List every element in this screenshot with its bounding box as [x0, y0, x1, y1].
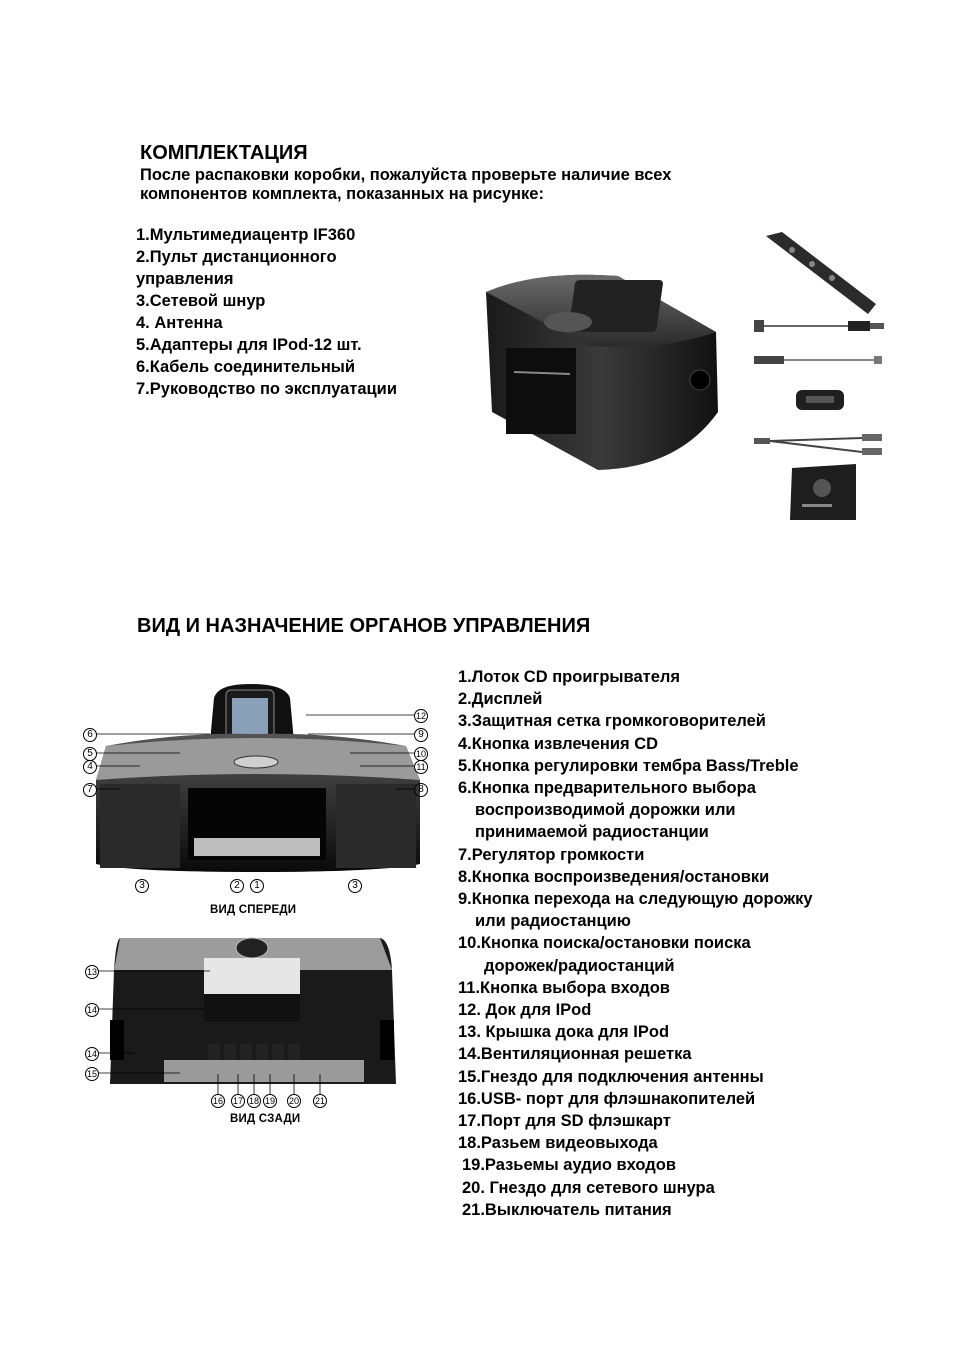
callout-21: 21: [314, 1096, 325, 1106]
controls-list-item: 9.Кнопка перехода на следующую дорожку: [458, 890, 813, 909]
callout-15: 15: [86, 1069, 97, 1079]
front-callouts: [80, 676, 430, 924]
controls-list: [458, 666, 813, 1221]
controls-list-item: 5.Кнопка регулировки тембра Bass/Treble: [458, 756, 799, 775]
callout-1: 1: [250, 879, 264, 893]
controls-list-item: 21.Выключатель питания: [462, 1200, 672, 1219]
callout-12: 12: [415, 711, 426, 721]
accessories-photo: [752, 226, 892, 522]
dock-adapter-icon: [796, 390, 844, 410]
callout-7: 7: [83, 783, 97, 797]
callout-6: 6: [83, 728, 97, 742]
kit-intro-line: компонентов комплекта, показанных на рисунке:: [140, 185, 544, 203]
back-callouts: [80, 930, 410, 1112]
controls-list-item: 10.Кнопка поиска/остановки поиска: [458, 934, 751, 953]
kit-list-item: 7.Руководство по эксплуатации: [136, 380, 397, 398]
controls-list-item: принимаемой радиостанции: [475, 823, 709, 842]
kit-intro: [140, 166, 671, 204]
callout-2: 2: [230, 879, 244, 893]
power-cord-icon: [754, 320, 884, 332]
callout-11: 11: [414, 760, 428, 774]
controls-list-item: 7.Регулятор громкости: [458, 845, 645, 864]
controls-list-item: 18.Разьем видеовыхода: [458, 1134, 658, 1153]
callout-17: 17: [232, 1096, 243, 1106]
controls-list-item: 8.Кнопка воспроизведения/остановки: [458, 867, 770, 886]
callout-8: 8: [414, 783, 428, 797]
controls-list-item: 19.Разьемы аудио входов: [462, 1156, 676, 1175]
kit-intro-line: После распаковки коробки, пожалуйста проверьте наличие всех: [140, 166, 672, 184]
kit-list-item: 2.Пульт дистанционного: [136, 248, 337, 266]
callout-5: 5: [83, 747, 97, 761]
callout-20: 20: [288, 1096, 299, 1106]
kit-list: [136, 224, 397, 400]
callout-13: 13: [86, 967, 97, 977]
controls-list-item: 2.Дисплей: [458, 690, 543, 709]
callout-4: 4: [83, 760, 97, 774]
section-title-controls: ВИД И НАЗНАЧЕНИЕ ОРГАНОВ УПРАВЛЕНИЯ: [137, 615, 591, 637]
callout-9: 9: [414, 728, 428, 742]
back-view-caption: ВИД СЗАДИ: [230, 1113, 301, 1125]
callout-14-bottom: 14: [86, 1049, 97, 1059]
controls-list-item: воспроизводимой дорожки или: [475, 801, 736, 820]
controls-list-item: или радиостанцию: [475, 912, 631, 931]
controls-list-item: 16.USB- порт для флэшнакопителей: [458, 1089, 756, 1108]
kit-list-item: управления: [136, 270, 234, 288]
controls-list-item: 12. Док для IPod: [458, 1001, 592, 1020]
callout-14-top: 14: [86, 1005, 97, 1015]
controls-list-item: 20. Гнездо для сетевого шнура: [462, 1178, 715, 1197]
antenna-icon: [754, 356, 882, 364]
kit-list-item: 5.Адаптеры для IPod-12 шт.: [136, 336, 362, 354]
manual-icon: [790, 464, 856, 520]
controls-list-item: 3.Защитная сетка громкоговорителей: [458, 712, 766, 731]
callout-10: 10: [415, 749, 426, 759]
front-view-caption: ВИД СПЕРЕДИ: [210, 904, 297, 916]
controls-list-item: 11.Кнопка выбора входов: [458, 978, 670, 997]
kit-list-item: 6.Кабель соединительный: [136, 358, 356, 376]
callout-3-left: 3: [135, 879, 149, 893]
controls-list-item: 6.Кнопка предварительного выбора: [458, 779, 756, 798]
section-title-kit: КОМПЛЕКТАЦИЯ: [140, 142, 308, 164]
controls-list-item: 14.Вентиляционная решетка: [458, 1045, 692, 1064]
controls-list-item: дорожек/радиостанций: [484, 956, 675, 975]
kit-list-item: 1.Мультимедиацентр IF360: [136, 226, 356, 244]
kit-list-item: 4. Антенна: [136, 314, 223, 332]
kit-list-item: 3.Сетевой шнур: [136, 292, 266, 310]
media-center-photo: [478, 262, 724, 472]
controls-list-item: 4.Кнопка извлечения CD: [458, 734, 659, 753]
callout-18: 18: [248, 1096, 259, 1106]
controls-list-item: 1.Лоток CD проигрывателя: [458, 668, 680, 686]
callout-3-right: 3: [348, 879, 362, 893]
controls-list-item: 17.Порт для SD флэшкарт: [458, 1112, 671, 1131]
controls-list-item: 13. Крышка дока для IPod: [458, 1023, 670, 1042]
av-cable-icon: [754, 434, 882, 455]
callout-19: 19: [264, 1096, 275, 1106]
callout-16: 16: [212, 1096, 223, 1106]
controls-list-item: 15.Гнездо для подключения антенны: [458, 1067, 764, 1086]
remote-control-icon: [766, 232, 876, 314]
